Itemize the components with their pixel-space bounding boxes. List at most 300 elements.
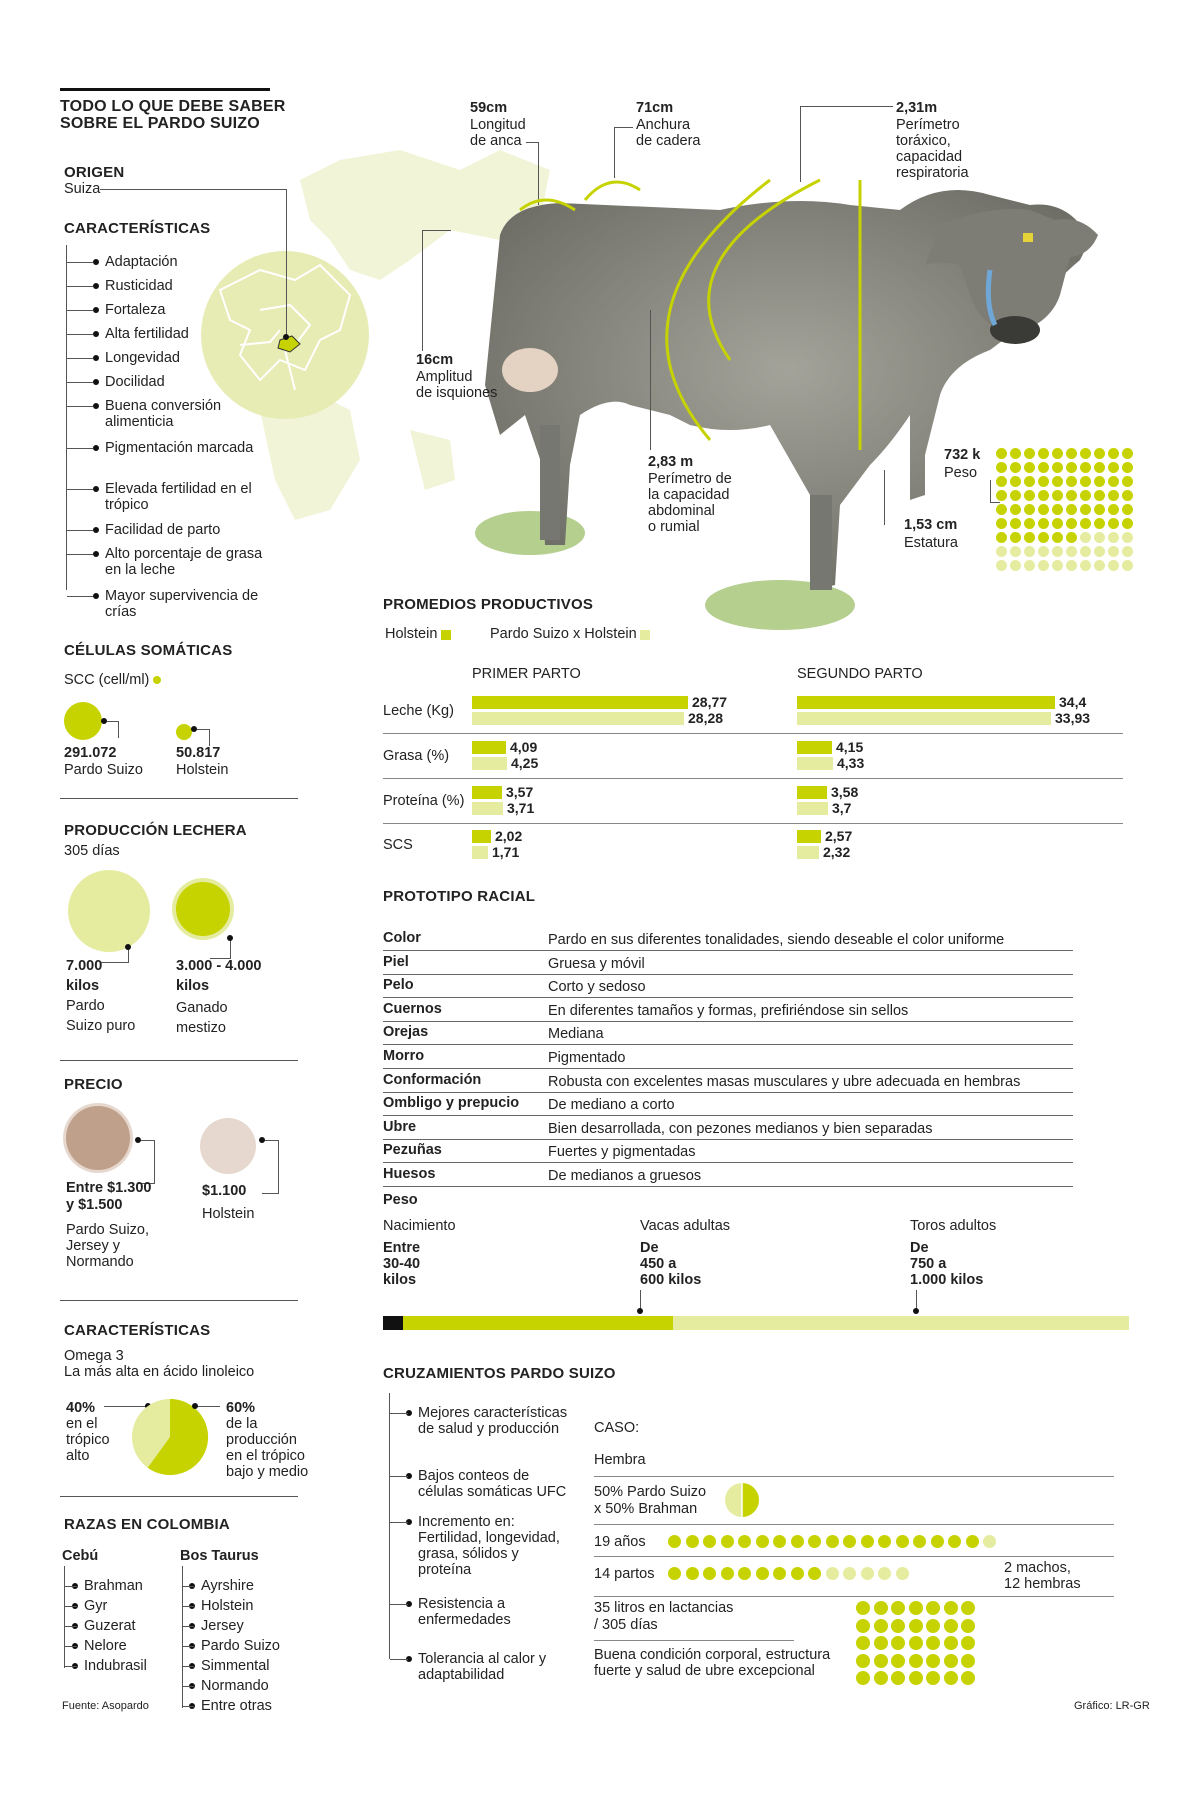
- raza-taurus-item: Simmental: [201, 1658, 270, 1674]
- litros-dot: [891, 1601, 905, 1615]
- peso-dot: [1052, 560, 1063, 571]
- measurement-arrows: [500, 160, 880, 460]
- peso-dot: [1038, 560, 1049, 571]
- title-rule: [60, 88, 270, 91]
- promedios-col2: SEGUNDO PARTO: [797, 666, 923, 682]
- cruzamiento-item: Bajos conteos de células somáticas UFC: [418, 1468, 567, 1500]
- cruzamiento-branch: [390, 1604, 408, 1605]
- caracteristica-branch: [67, 554, 93, 555]
- precio-heading: PRECIO: [64, 1076, 123, 1093]
- raza-taurus-item: Holstein: [201, 1598, 254, 1614]
- peso-vac-a: De: [640, 1240, 659, 1256]
- promedios-col1: PRIMER PARTO: [472, 666, 581, 682]
- litros-dot: [891, 1619, 905, 1633]
- precio-holstein-circle: [200, 1118, 256, 1174]
- litros-dot: [961, 1619, 975, 1633]
- peso-dot: [1108, 546, 1119, 557]
- peso-tor-c: 1.000 kilos: [910, 1272, 984, 1288]
- row-dot: [896, 1535, 909, 1548]
- legend-cruce-swatch: [640, 630, 650, 640]
- row-dot: [843, 1535, 856, 1548]
- celulas-holstein-connector: [194, 729, 210, 746]
- promedios-row-label: SCS: [383, 837, 413, 853]
- peso-dot: [1080, 518, 1091, 529]
- promedios-value-cruce: 33,93: [1055, 710, 1091, 726]
- prototipo-key: Pezuñas: [383, 1142, 442, 1159]
- caracteristica-item: Mayor supervivencia de crías: [105, 588, 270, 620]
- litros-dot: [874, 1619, 888, 1633]
- omega-right-text: [226, 1416, 308, 1480]
- produccion-mestizo-name1: Ganado: [176, 1000, 228, 1016]
- cruzamiento-branch: [390, 1659, 408, 1660]
- peso-dot: [1052, 532, 1063, 543]
- caracteristica-item: Pigmentación marcada: [105, 440, 270, 456]
- raza-branch: [183, 1686, 194, 1687]
- peso-dot: [1080, 560, 1091, 571]
- promedios-heading: PROMEDIOS PRODUCTIVOS: [383, 596, 594, 613]
- peso-tor-a: De: [910, 1240, 929, 1256]
- peso-dot: [1052, 546, 1063, 557]
- omega-right-connector: [196, 1406, 220, 1407]
- peso-dot: [1122, 532, 1133, 543]
- peso-dot: [1108, 448, 1119, 459]
- peso-dot: [1122, 518, 1133, 529]
- peso-nac-a: Entre: [383, 1240, 421, 1256]
- peso-dot: [1108, 462, 1119, 473]
- peso-dot: [1052, 476, 1063, 487]
- produccion-pardo-name1: Pardo: [66, 998, 105, 1014]
- peso-dot: [1038, 532, 1049, 543]
- promedios-bar-cruce: [797, 757, 833, 770]
- row-dot: [843, 1567, 856, 1580]
- prototipo-row-divider: [383, 950, 1073, 951]
- peso-dot: [1024, 476, 1035, 487]
- promedios-bar-cruce: [472, 802, 503, 815]
- cruzamiento-item: Mejores características de salud y producción: [418, 1405, 568, 1437]
- raza-taurus-item: Ayrshire: [201, 1578, 254, 1594]
- promedios-row-label: Proteína (%): [383, 793, 465, 809]
- row-dot: [861, 1567, 874, 1580]
- caracteristica-branch: [67, 358, 93, 359]
- peso-dot: [1122, 462, 1133, 473]
- litros-dot: [961, 1654, 975, 1668]
- prototipo-row-divider: [383, 1021, 1073, 1022]
- peso-dot: [1094, 448, 1105, 459]
- promedios-bar-cruce: [472, 757, 507, 770]
- peso-dot: [1094, 504, 1105, 515]
- precio-holstein-name: Holstein: [202, 1206, 255, 1222]
- prototipo-value: Robusta con excelentes masas musculares y ubre adecuada en hembras: [548, 1073, 1021, 1090]
- peso-dot: [1080, 546, 1091, 557]
- litros-line1: 35 litros en lactancias: [594, 1600, 734, 1616]
- prototipo-key: Color: [383, 930, 421, 946]
- prototipo-value: Mediana: [548, 1026, 604, 1043]
- row-dot: [703, 1567, 716, 1580]
- peso-dot: [1024, 490, 1035, 501]
- raza-taurus-item: Normando: [201, 1678, 269, 1694]
- medida-abdominal-line: [650, 310, 651, 450]
- litros-dot: [909, 1671, 923, 1685]
- prototipo-value: Fuertes y pigmentadas: [548, 1144, 696, 1161]
- raza-branch: [183, 1706, 194, 1707]
- raza-cebu-item: Nelore: [84, 1638, 127, 1654]
- row-dot: [703, 1535, 716, 1548]
- litros-dot: [874, 1654, 888, 1668]
- omega-left-pct: 40%: [66, 1400, 96, 1416]
- celulas-label: SCC (cell/ml): [64, 672, 150, 688]
- litros-dot: [926, 1671, 940, 1685]
- promedios-value-holstein: 2,02: [495, 828, 523, 844]
- produccion-mestizo-name2: mestizo: [176, 1020, 226, 1036]
- celulas-pardo-dot: [101, 718, 107, 724]
- produccion-pardo-dot: [125, 944, 131, 950]
- caracteristica-branch: [67, 596, 93, 597]
- promedios-bar-holstein: [472, 741, 506, 754]
- raza-cebu-item: Guzerat: [84, 1618, 136, 1634]
- peso-dot: [1066, 448, 1077, 459]
- prototipo-row-divider: [383, 1068, 1073, 1069]
- peso-dot: [1122, 448, 1133, 459]
- precio-holstein-connector: [262, 1140, 279, 1194]
- row-dot: [896, 1567, 909, 1580]
- litros-line2: / 305 días: [594, 1617, 658, 1633]
- prototipo-key: Piel: [383, 953, 409, 970]
- peso-dot: [996, 448, 1007, 459]
- caso-label: CASO:: [594, 1420, 640, 1436]
- prototipo-value: De mediano a corto: [548, 1097, 675, 1114]
- promedios-value-holstein: 4,15: [836, 739, 864, 755]
- medida-estatura-l1: Estatura: [904, 535, 958, 551]
- peso-dot: [996, 462, 1007, 473]
- litros-dot-grid: [856, 1601, 980, 1687]
- produccion-mestizo-dot: [227, 935, 233, 941]
- precio-pardo-name3: Normando: [66, 1254, 134, 1270]
- promedios-value-cruce: 3,71: [507, 800, 535, 816]
- litros-dot: [874, 1636, 888, 1650]
- row-dot: [913, 1535, 926, 1548]
- peso-dot: [1038, 518, 1049, 529]
- litros-dot: [961, 1636, 975, 1650]
- peso-dot: [1066, 504, 1077, 515]
- main-title: TODO LO QUE DEBE SABER SOBRE EL PARDO SUIZO: [60, 98, 286, 132]
- mix-line2: x 50% Brahman: [594, 1501, 698, 1517]
- omega-left-text: [66, 1416, 110, 1464]
- promedios-bar-holstein: [797, 786, 827, 799]
- caracteristica-item: Rusticidad: [105, 278, 270, 294]
- peso-dot: [996, 546, 1007, 557]
- promedios-bar-holstein: [472, 786, 502, 799]
- peso-dot: [1094, 490, 1105, 501]
- omega-left-text-line: alto: [66, 1448, 90, 1464]
- medida-abdominal-value: 2,83 m: [648, 454, 694, 470]
- caracteristica-item: Adaptación: [105, 254, 270, 270]
- medida-abdominal-l2: la capacidad: [648, 487, 730, 503]
- promedios-value-holstein: 4,09: [510, 739, 538, 755]
- raza-branch: [65, 1606, 77, 1607]
- row-dot: [721, 1567, 734, 1580]
- origen-value: Suiza: [64, 181, 101, 197]
- raza-branch: [183, 1626, 194, 1627]
- prototipo-key: Conformación: [383, 1071, 482, 1088]
- medida-estatura-value: 1,53 cm: [904, 517, 958, 533]
- produccion-pardo-unit: kilos: [66, 978, 100, 994]
- peso-dot: [1094, 476, 1105, 487]
- promedios-value-holstein: 2,57: [825, 828, 853, 844]
- mix-line1: 50% Pardo Suizo: [594, 1484, 707, 1500]
- peso-dot: [1094, 560, 1105, 571]
- row-dot: [668, 1535, 681, 1548]
- celulas-pardo-name: Pardo Suizo: [64, 762, 143, 778]
- celulas-holstein-value: 50.817: [176, 745, 221, 761]
- medida-toracico-l4: respiratoria: [896, 165, 969, 181]
- row-dot: [966, 1535, 979, 1548]
- cruzamiento-item: Tolerancia al calor y adaptabilidad: [418, 1651, 568, 1683]
- litros-dot: [856, 1671, 870, 1685]
- divider-3: [60, 1300, 298, 1301]
- promedios-bar-cruce: [472, 846, 488, 859]
- caracteristica-branch: [67, 334, 93, 335]
- celulas-holstein-name: Holstein: [176, 762, 229, 778]
- cond-line1: Buena condición corporal, estructura: [594, 1647, 831, 1663]
- raza-taurus-item: Entre otras: [201, 1698, 272, 1714]
- peso-timeline-bar-tor: [673, 1316, 1129, 1330]
- litros-dot: [891, 1636, 905, 1650]
- peso-dot: [1010, 560, 1021, 571]
- peso-dot: [1052, 504, 1063, 515]
- caracteristica-item: Buena conversión alimenticia: [105, 398, 270, 430]
- medida-anca-l1: Longitud: [470, 117, 526, 133]
- promedios-row-label: Grasa (%): [383, 748, 450, 764]
- row-dot: [878, 1535, 891, 1548]
- prototipo-row-divider: [383, 1162, 1073, 1163]
- medida-toracico-value: 2,31m: [896, 100, 938, 116]
- row-dot: [791, 1535, 804, 1548]
- peso-dot: [1066, 546, 1077, 557]
- produccion-pardo-name2: Suizo puro: [66, 1018, 136, 1034]
- litros-dot: [891, 1654, 905, 1668]
- litros-dot: [961, 1671, 975, 1685]
- peso-dot: [1038, 448, 1049, 459]
- litros-dot: [926, 1636, 940, 1650]
- prototipo-row-divider: [383, 997, 1073, 998]
- produccion-mestizo-circle: [176, 882, 230, 936]
- caso-divider-5: [594, 1640, 794, 1641]
- peso-dot: [996, 476, 1007, 487]
- medida-peso-l1: Peso: [944, 465, 978, 481]
- raza-branch: [183, 1666, 194, 1667]
- row-dot: [878, 1567, 891, 1580]
- caracteristica-branch: [67, 406, 93, 407]
- row-dot: [931, 1535, 944, 1548]
- promedios-bar-cruce: [797, 802, 828, 815]
- promedios-row-divider: [383, 733, 1123, 734]
- medida-peso-connector: [990, 480, 991, 502]
- row-dot: [826, 1567, 839, 1580]
- row-dot: [773, 1535, 786, 1548]
- omega-right-pct: 60%: [226, 1400, 256, 1416]
- raza-taurus-item: Jersey: [201, 1618, 244, 1634]
- cruzamiento-branch: [390, 1413, 408, 1414]
- litros-dot: [856, 1619, 870, 1633]
- medida-isquiones-l1: Amplitud: [416, 369, 473, 385]
- raza-branch: [183, 1586, 194, 1587]
- medida-isquiones-line: [422, 230, 451, 351]
- prototipo-key: Ubre: [383, 1118, 417, 1135]
- produccion-mestizo-unit: kilos: [176, 978, 210, 994]
- medida-cadera-l1: Anchura: [636, 117, 691, 133]
- peso-dot: [1066, 532, 1077, 543]
- caso-divider-1: [594, 1476, 1114, 1477]
- promedios-value-cruce: 4,33: [837, 755, 865, 771]
- medida-anca-l2: de anca: [470, 133, 522, 149]
- razas-cebu-tree: [64, 1566, 65, 1668]
- peso-dot: [1108, 476, 1119, 487]
- prototipo-key: Huesos: [383, 1166, 436, 1182]
- peso-dot: [1052, 462, 1063, 473]
- promedios-row-divider: [383, 778, 1123, 779]
- medida-toracico-l1: Perímetro: [896, 117, 960, 133]
- caracteristica-branch: [67, 262, 93, 263]
- prototipo-value: Pigmentado: [548, 1050, 626, 1066]
- prototipo-value: Corto y sedoso: [548, 979, 646, 996]
- litros-dot: [926, 1654, 940, 1668]
- raza-branch: [65, 1586, 77, 1587]
- prototipo-row-divider: [383, 1139, 1073, 1140]
- fuente: Fuente: Asopardo: [62, 1700, 149, 1712]
- promedios-value-cruce: 28,28: [688, 710, 724, 726]
- prototipo-heading: PROTOTIPO RACIAL: [383, 888, 536, 905]
- promedios-value-cruce: 3,7: [832, 800, 852, 816]
- cruzamientos-heading: CRUZAMIENTOS PARDO SUIZO: [383, 1365, 616, 1382]
- medida-abdominal-l3: abdominal: [648, 503, 715, 519]
- caracteristica-item: Docilidad: [105, 374, 270, 390]
- precio-holstein-value: $1.100: [202, 1183, 247, 1199]
- peso-dot: [1024, 560, 1035, 571]
- produccion-pardo-connector: [100, 948, 129, 963]
- medida-abdominal-l1: Perímetro de: [648, 471, 732, 487]
- prototipo-value: De medianos a gruesos: [548, 1168, 702, 1184]
- row-dot: [738, 1535, 751, 1548]
- origen-connector-h: [100, 189, 286, 190]
- peso-dot: [996, 532, 1007, 543]
- peso-dot: [1038, 504, 1049, 515]
- raza-branch: [183, 1646, 194, 1647]
- divider-4: [60, 1496, 298, 1497]
- promedios-bar-cruce: [797, 846, 819, 859]
- promedios-bar-holstein: [797, 830, 821, 843]
- prototipo-key: Ombligo y prepucio: [383, 1095, 520, 1112]
- promedios-bar-holstein: [472, 830, 491, 843]
- litros-dot: [961, 1601, 975, 1615]
- peso-dot: [1080, 476, 1091, 487]
- prototipo-key: Cuernos: [383, 1000, 442, 1017]
- precio-pardo-value2: y $1.500: [66, 1197, 123, 1213]
- prototipo-row-divider: [383, 1044, 1073, 1045]
- omega-right-text-line: de la: [226, 1416, 258, 1432]
- peso-dot: [1094, 518, 1105, 529]
- peso-dot: [1010, 518, 1021, 529]
- row-dot: [808, 1535, 821, 1548]
- raza-cebu-item: Gyr: [84, 1598, 108, 1614]
- row-dot: [808, 1567, 821, 1580]
- litros-dot: [856, 1636, 870, 1650]
- raza-branch: [65, 1626, 77, 1627]
- peso-dot: [1094, 532, 1105, 543]
- prototipo-row-divider: [383, 1092, 1073, 1093]
- peso-dot-grid: [996, 448, 1136, 574]
- peso-dot: [1080, 462, 1091, 473]
- peso-dot: [1066, 518, 1077, 529]
- peso-dot: [1108, 560, 1119, 571]
- raza-branch: [65, 1646, 77, 1647]
- caso-divider-2: [594, 1524, 1114, 1525]
- peso-dot: [1052, 448, 1063, 459]
- peso-dot: [1038, 490, 1049, 501]
- peso-dot: [1066, 490, 1077, 501]
- peso-dot: [1122, 490, 1133, 501]
- raza-taurus-item: Pardo Suizo: [201, 1638, 280, 1654]
- litros-dot: [874, 1601, 888, 1615]
- peso-nac-title: Nacimiento: [383, 1218, 456, 1234]
- promedios-value-cruce: 4,25: [511, 755, 539, 771]
- caracteristica-item: Fortaleza: [105, 302, 270, 318]
- peso-dot: [996, 490, 1007, 501]
- prototipo-peso-label: Peso: [383, 1192, 418, 1208]
- litros-dot: [944, 1636, 958, 1650]
- caracteristicas2-line2: La más alta en ácido linoleico: [64, 1364, 255, 1380]
- razas-cebu-title: Cebú: [62, 1548, 99, 1564]
- caracteristicas2-heading: CARACTERÍSTICAS: [64, 1322, 211, 1339]
- row-dot: [686, 1567, 699, 1580]
- grafico-credit: Gráfico: LR-GR: [1074, 1700, 1150, 1712]
- peso-nac-b: 30-40: [383, 1256, 421, 1272]
- celulas-pardo-circle: [64, 702, 102, 740]
- prototipo-row-divider: [383, 974, 1073, 975]
- omega-right-text-line: en el trópico: [226, 1448, 305, 1464]
- row-dot: [756, 1567, 769, 1580]
- medida-anca-value: 59cm: [470, 100, 508, 116]
- cond-line2: fuerte y salud de ubre excepcional: [594, 1663, 815, 1679]
- caso-divider-3: [594, 1556, 1114, 1557]
- caracteristicas-heading: CARACTERÍSTICAS: [64, 220, 211, 237]
- peso-dot: [1010, 532, 1021, 543]
- hembra-label: Hembra: [594, 1452, 646, 1468]
- produccion-sub: 305 días: [64, 843, 120, 859]
- raza-cebu-item: Brahman: [84, 1578, 143, 1594]
- caracteristica-branch: [67, 489, 93, 490]
- produccion-mestizo-value: 3.000 - 4.000: [176, 958, 262, 974]
- raza-branch: [183, 1606, 194, 1607]
- divider-1: [60, 798, 298, 799]
- row-dot: [791, 1567, 804, 1580]
- medida-cadera-value: 71cm: [636, 100, 674, 116]
- peso-tor-title: Toros adultos: [910, 1218, 997, 1234]
- peso-dot: [1010, 448, 1021, 459]
- peso-dot: [996, 504, 1007, 515]
- caracteristica-branch: [67, 530, 93, 531]
- row-dot: [861, 1535, 874, 1548]
- peso-dot: [1024, 504, 1035, 515]
- medida-isquiones-l2: de isquiones: [416, 385, 498, 401]
- caracteristicas-tree-line: [66, 245, 67, 590]
- litros-dot: [909, 1601, 923, 1615]
- row-dot: [983, 1535, 996, 1548]
- peso-dot: [1066, 476, 1077, 487]
- peso-dot: [1094, 546, 1105, 557]
- peso-dot: [1080, 448, 1091, 459]
- medida-toracico-l3: capacidad: [896, 149, 963, 165]
- medida-peso-value: 732 k: [944, 447, 981, 463]
